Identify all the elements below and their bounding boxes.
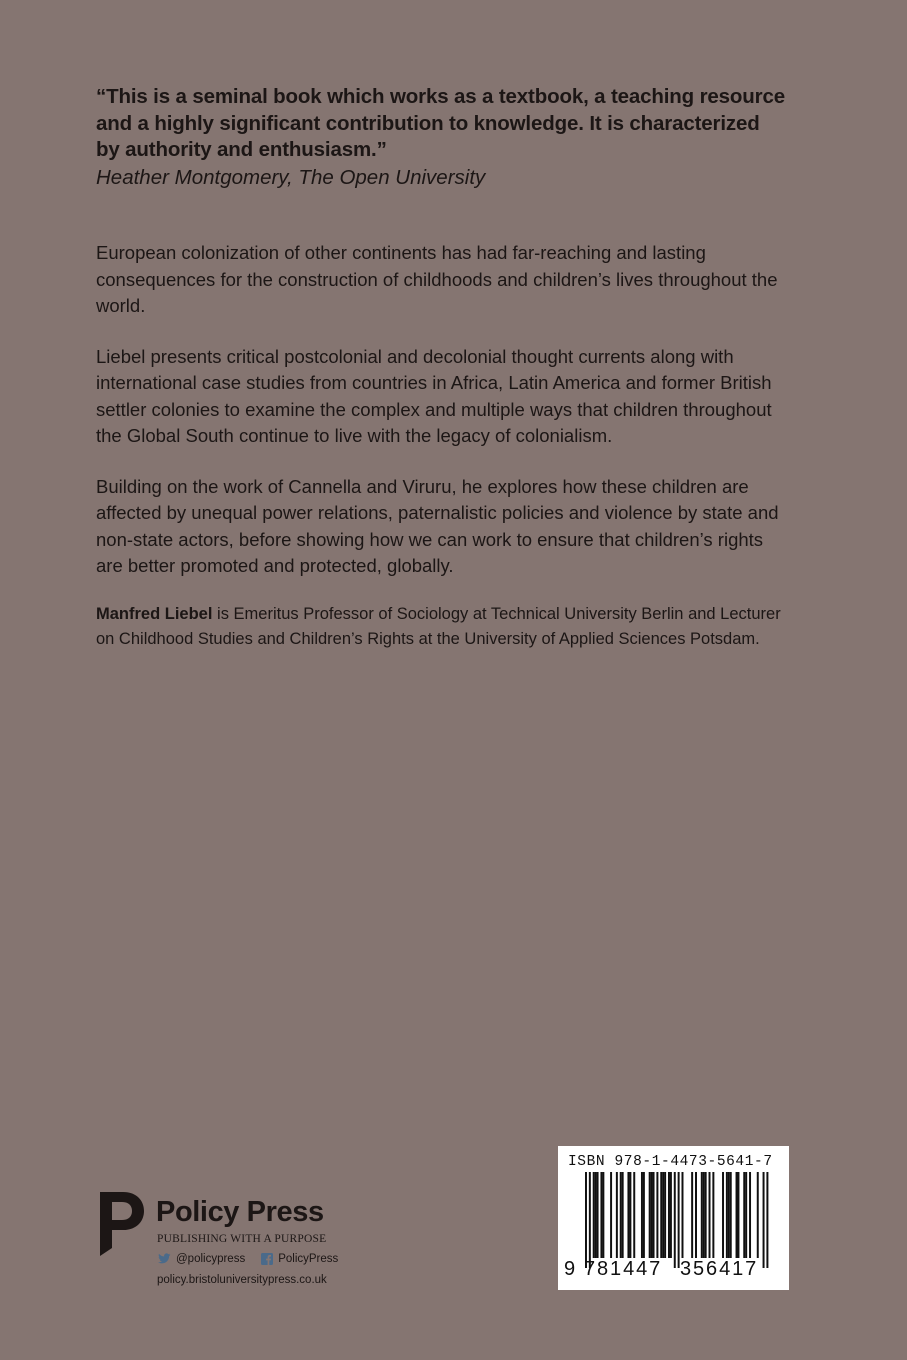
- back-cover-text: [96, 84, 786, 652]
- barcode-bar: [743, 1172, 745, 1258]
- author-bio: [96, 602, 786, 652]
- barcode-bar: [595, 1172, 597, 1258]
- publisher-block: [98, 1190, 398, 1300]
- barcode-bar: [643, 1172, 645, 1258]
- barcode-bar: [664, 1172, 666, 1258]
- barcode-bar: [633, 1172, 635, 1258]
- barcode-bar: [705, 1172, 707, 1258]
- barcode-bar: [660, 1172, 662, 1258]
- barcode-bar: [585, 1172, 587, 1268]
- author-bio-text: is Emeritus Professor of Sociology at Technical University Berlin and Lecturer on Childhood Studies and Children’s Rights at the University of Applied Sciences Potsdam.: [96, 604, 781, 648]
- barcode-bar: [602, 1172, 604, 1258]
- barcode-bar: [653, 1172, 655, 1258]
- barcode-bar: [674, 1172, 676, 1268]
- barcode-bar: [593, 1172, 595, 1258]
- barcode-bar: [627, 1172, 629, 1258]
- barcode-bar: [678, 1172, 680, 1268]
- barcode-bar: [668, 1172, 670, 1258]
- endorsement-attribution: Heather Montgomery, The Open University: [96, 165, 486, 189]
- barcode-digit-lead: 9: [564, 1258, 576, 1280]
- barcode-bar: [749, 1172, 751, 1258]
- barcode-digits-right: 356417: [680, 1258, 759, 1280]
- blurb-paragraph-1: European colonization of other continents has had far-reaching and lasting consequences for the construction of childhoods and children’s lives throughout the world.: [96, 242, 778, 316]
- barcode-bar: [766, 1172, 768, 1268]
- barcode-bar: [763, 1172, 765, 1268]
- twitter-bird-icon: [157, 1253, 171, 1265]
- barcode-bar: [703, 1172, 705, 1258]
- barcode-bar: [712, 1172, 714, 1258]
- publisher-tagline: PUBLISHING WITH A PURPOSE: [157, 1233, 327, 1245]
- barcode-bar: [730, 1172, 732, 1258]
- barcode-bar: [728, 1172, 730, 1258]
- barcode-bar: [641, 1172, 643, 1258]
- blurb-paragraph-3: Building on the work of Cannella and Viruru, he explores how these children are affected by unequal power relations, paternalistic policies and violence by state and non-state actors, before showing how we can work to ensure that children’s rights are better promoted and protected, globally.: [96, 475, 779, 576]
- barcode-bar: [597, 1172, 599, 1258]
- isbn-label: ISBN 978-1-4473-5641-7: [568, 1154, 773, 1170]
- barcode-bar: [670, 1172, 672, 1258]
- barcode-bar: [701, 1172, 703, 1258]
- barcode-bar: [726, 1172, 728, 1258]
- twitter-handle: @policypress: [176, 1253, 246, 1265]
- policy-press-logo-icon: [98, 1190, 148, 1258]
- publisher-social: [157, 1253, 338, 1265]
- barcode-bar: [622, 1172, 624, 1258]
- publisher-name: Policy Press: [156, 1196, 324, 1228]
- barcode-bar: [620, 1172, 622, 1258]
- barcode-bar: [629, 1172, 631, 1258]
- barcode-bar: [736, 1172, 738, 1258]
- barcode-bar: [600, 1172, 602, 1258]
- barcode-digits-left: 781447: [584, 1258, 663, 1280]
- barcode-bar: [656, 1172, 658, 1258]
- barcode-bar: [610, 1172, 612, 1258]
- barcode-bar: [589, 1172, 591, 1268]
- barcode-bar: [662, 1172, 664, 1258]
- facebook-icon: [261, 1253, 273, 1265]
- barcode-bar: [616, 1172, 618, 1258]
- barcode-bar: [695, 1172, 697, 1258]
- facebook-handle: PolicyPress: [278, 1253, 339, 1265]
- barcode-bar: [691, 1172, 693, 1258]
- barcode-bar: [745, 1172, 747, 1258]
- barcode-bar: [722, 1172, 724, 1258]
- barcode-bar: [682, 1172, 684, 1258]
- isbn-barcode: [558, 1146, 789, 1290]
- barcode-bar: [709, 1172, 711, 1258]
- author-name: Manfred Liebel: [96, 604, 213, 623]
- barcode-bar: [737, 1172, 739, 1258]
- endorsement-quote: “This is a seminal book which works as a textbook, a teaching resource and a highly significant contribution to knowledge. It is characterized by authority and enthusiasm.”: [96, 85, 786, 161]
- barcode-bar: [649, 1172, 651, 1258]
- barcode-bar: [757, 1172, 759, 1258]
- blurb-paragraph-2: Liebel presents critical postcolonial and decolonial thought currents along with international case studies from countries in Africa, Latin America and former British settler colonies to examine the complex and multiple ways that children throughout the Global South continue to live with the legacy of colonialism.: [96, 345, 772, 446]
- barcode-bar: [651, 1172, 653, 1258]
- publisher-url: policy.bristoluniversitypress.co.uk: [157, 1274, 327, 1286]
